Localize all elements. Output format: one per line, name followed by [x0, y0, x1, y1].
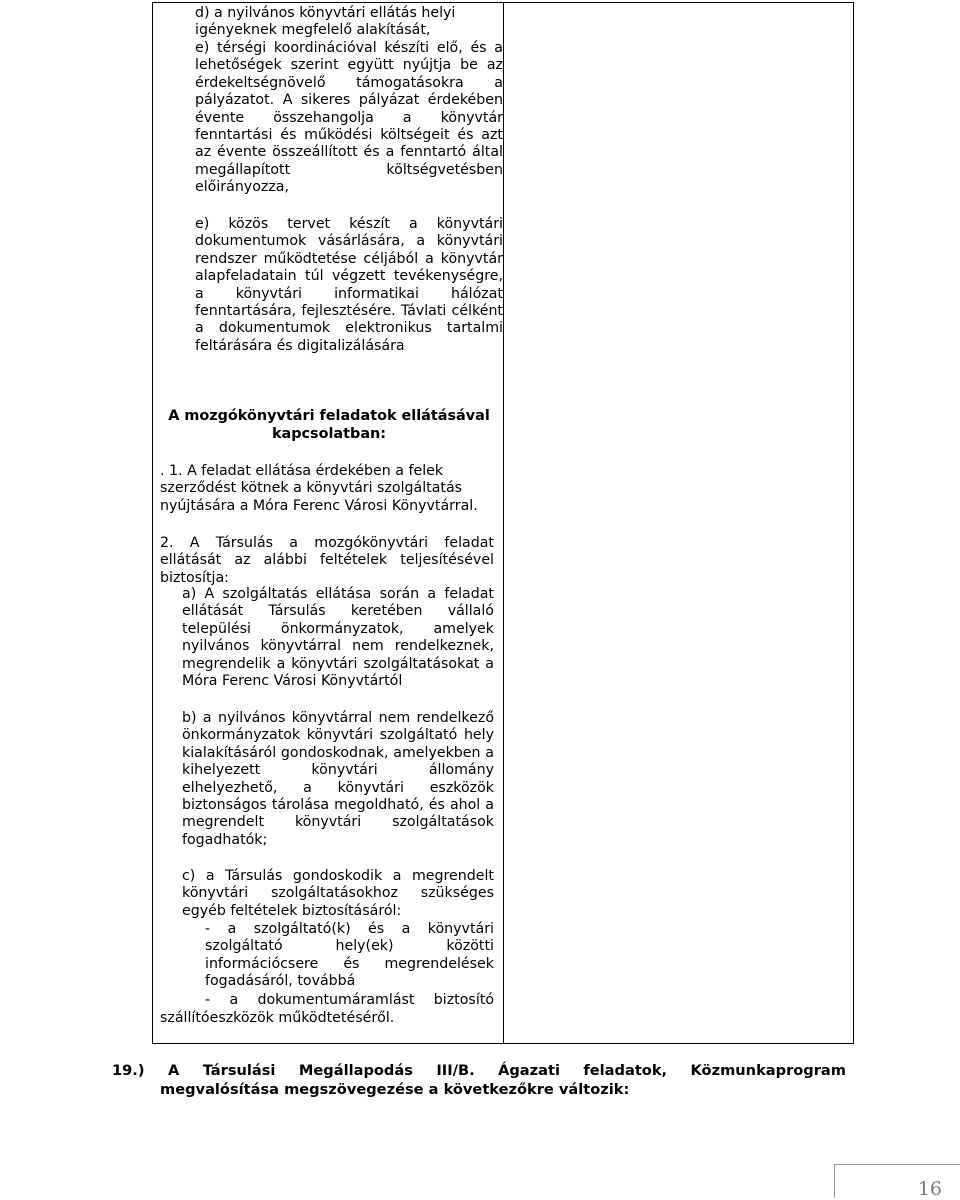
footer-heading-line1: 19.) A Társulási Megállapodás III/B. Ágazati feladatok, Közmunkaprogram: [112, 1062, 846, 1079]
dash-item-2-cont: szállítóeszközök működtetéséről.: [160, 1010, 395, 1026]
list-item-e2: e) közös tervet készít a könyvtári dokumentumok vásárlására, a könyvtári rendszer működtetése céljából a könyvtár alapfeladatain túl végzett tevékenységre, a könyvtári informatikai hálózat fenntartására, fejlesztésére. Távlati célként a dokumentumok elektronikus tartalmi feltárására és digitalizálására: [195, 216, 503, 354]
dash-item-1: - a szolgáltató(k) és a könyvtári szolgáltató hely(ek) közötti információcsere és megrendelések fogadásáról, továbbá: [205, 921, 494, 990]
page-number: 16: [917, 1178, 942, 1200]
paragraph-1: . 1. A feladat ellátása érdekében a felek szerződést kötnek a könyvtári szolgáltatás nyújtására a Móra Ferenc Városi Könyvtárral.: [160, 463, 478, 514]
list-item-e1: e) térségi koordinációval készíti elő, és a lehetőségek szerint együtt nyújtja be az érdekeltségnövelő támogatásokra a pályázatot. A sikeres pályázat érdekében évente összehangolja a könyvtár fenntartási és működési költségeit és azt az évente összeállított és a fenntartó által megállapított költségvetésben előirányozza,: [195, 40, 503, 196]
dash-item-2: - a dokumentumáramlást biztosító: [205, 992, 494, 1008]
section-heading: A mozgókönyvtári feladatok ellátásával kapcsolatban:: [168, 408, 490, 442]
table-column-divider: [503, 2, 504, 1044]
sub-item-c: c) a Társulás gondoskodik a megrendelt könyvtári szolgáltatásokhoz szükséges egyéb feltételek biztosításáról:: [182, 868, 494, 919]
sub-item-a: a) A szolgáltatás ellátása során a feladat ellátását Társulás keretében vállaló települési önkormányzatok, amelyek nyilvános könyvtárral nem rendelkeznek, megrendelik a könyvtári szolgáltatásokat a Móra Ferenc Városi Könyvtártól: [182, 586, 494, 690]
footer-heading: [112, 1061, 846, 1099]
sub-item-b: b) a nyilvános könyvtárral nem rendelkező önkormányzatok könyvtári szolgáltató hely kialakításáról gondoskodnak, amelyekben a kihelyezett könyvtári állomány elhelyezhető, a könyvtári eszközök biztonságos tárolása megoldható, és ahol a megrendelt könyvtári szolgáltatások fogadhatók;: [182, 710, 494, 848]
paragraph-2: 2. A Társulás a mozgókönyvtári feladat ellátását az alábbi feltételek teljesítésével biztosítja:: [160, 535, 494, 586]
footer-heading-line2: megvalósítása megszövegezése a következőkre változik:: [160, 1081, 630, 1098]
list-item-d: d) a nyilvános könyvtári ellátás helyi igényeknek megfelelő alakítását,: [195, 5, 456, 39]
